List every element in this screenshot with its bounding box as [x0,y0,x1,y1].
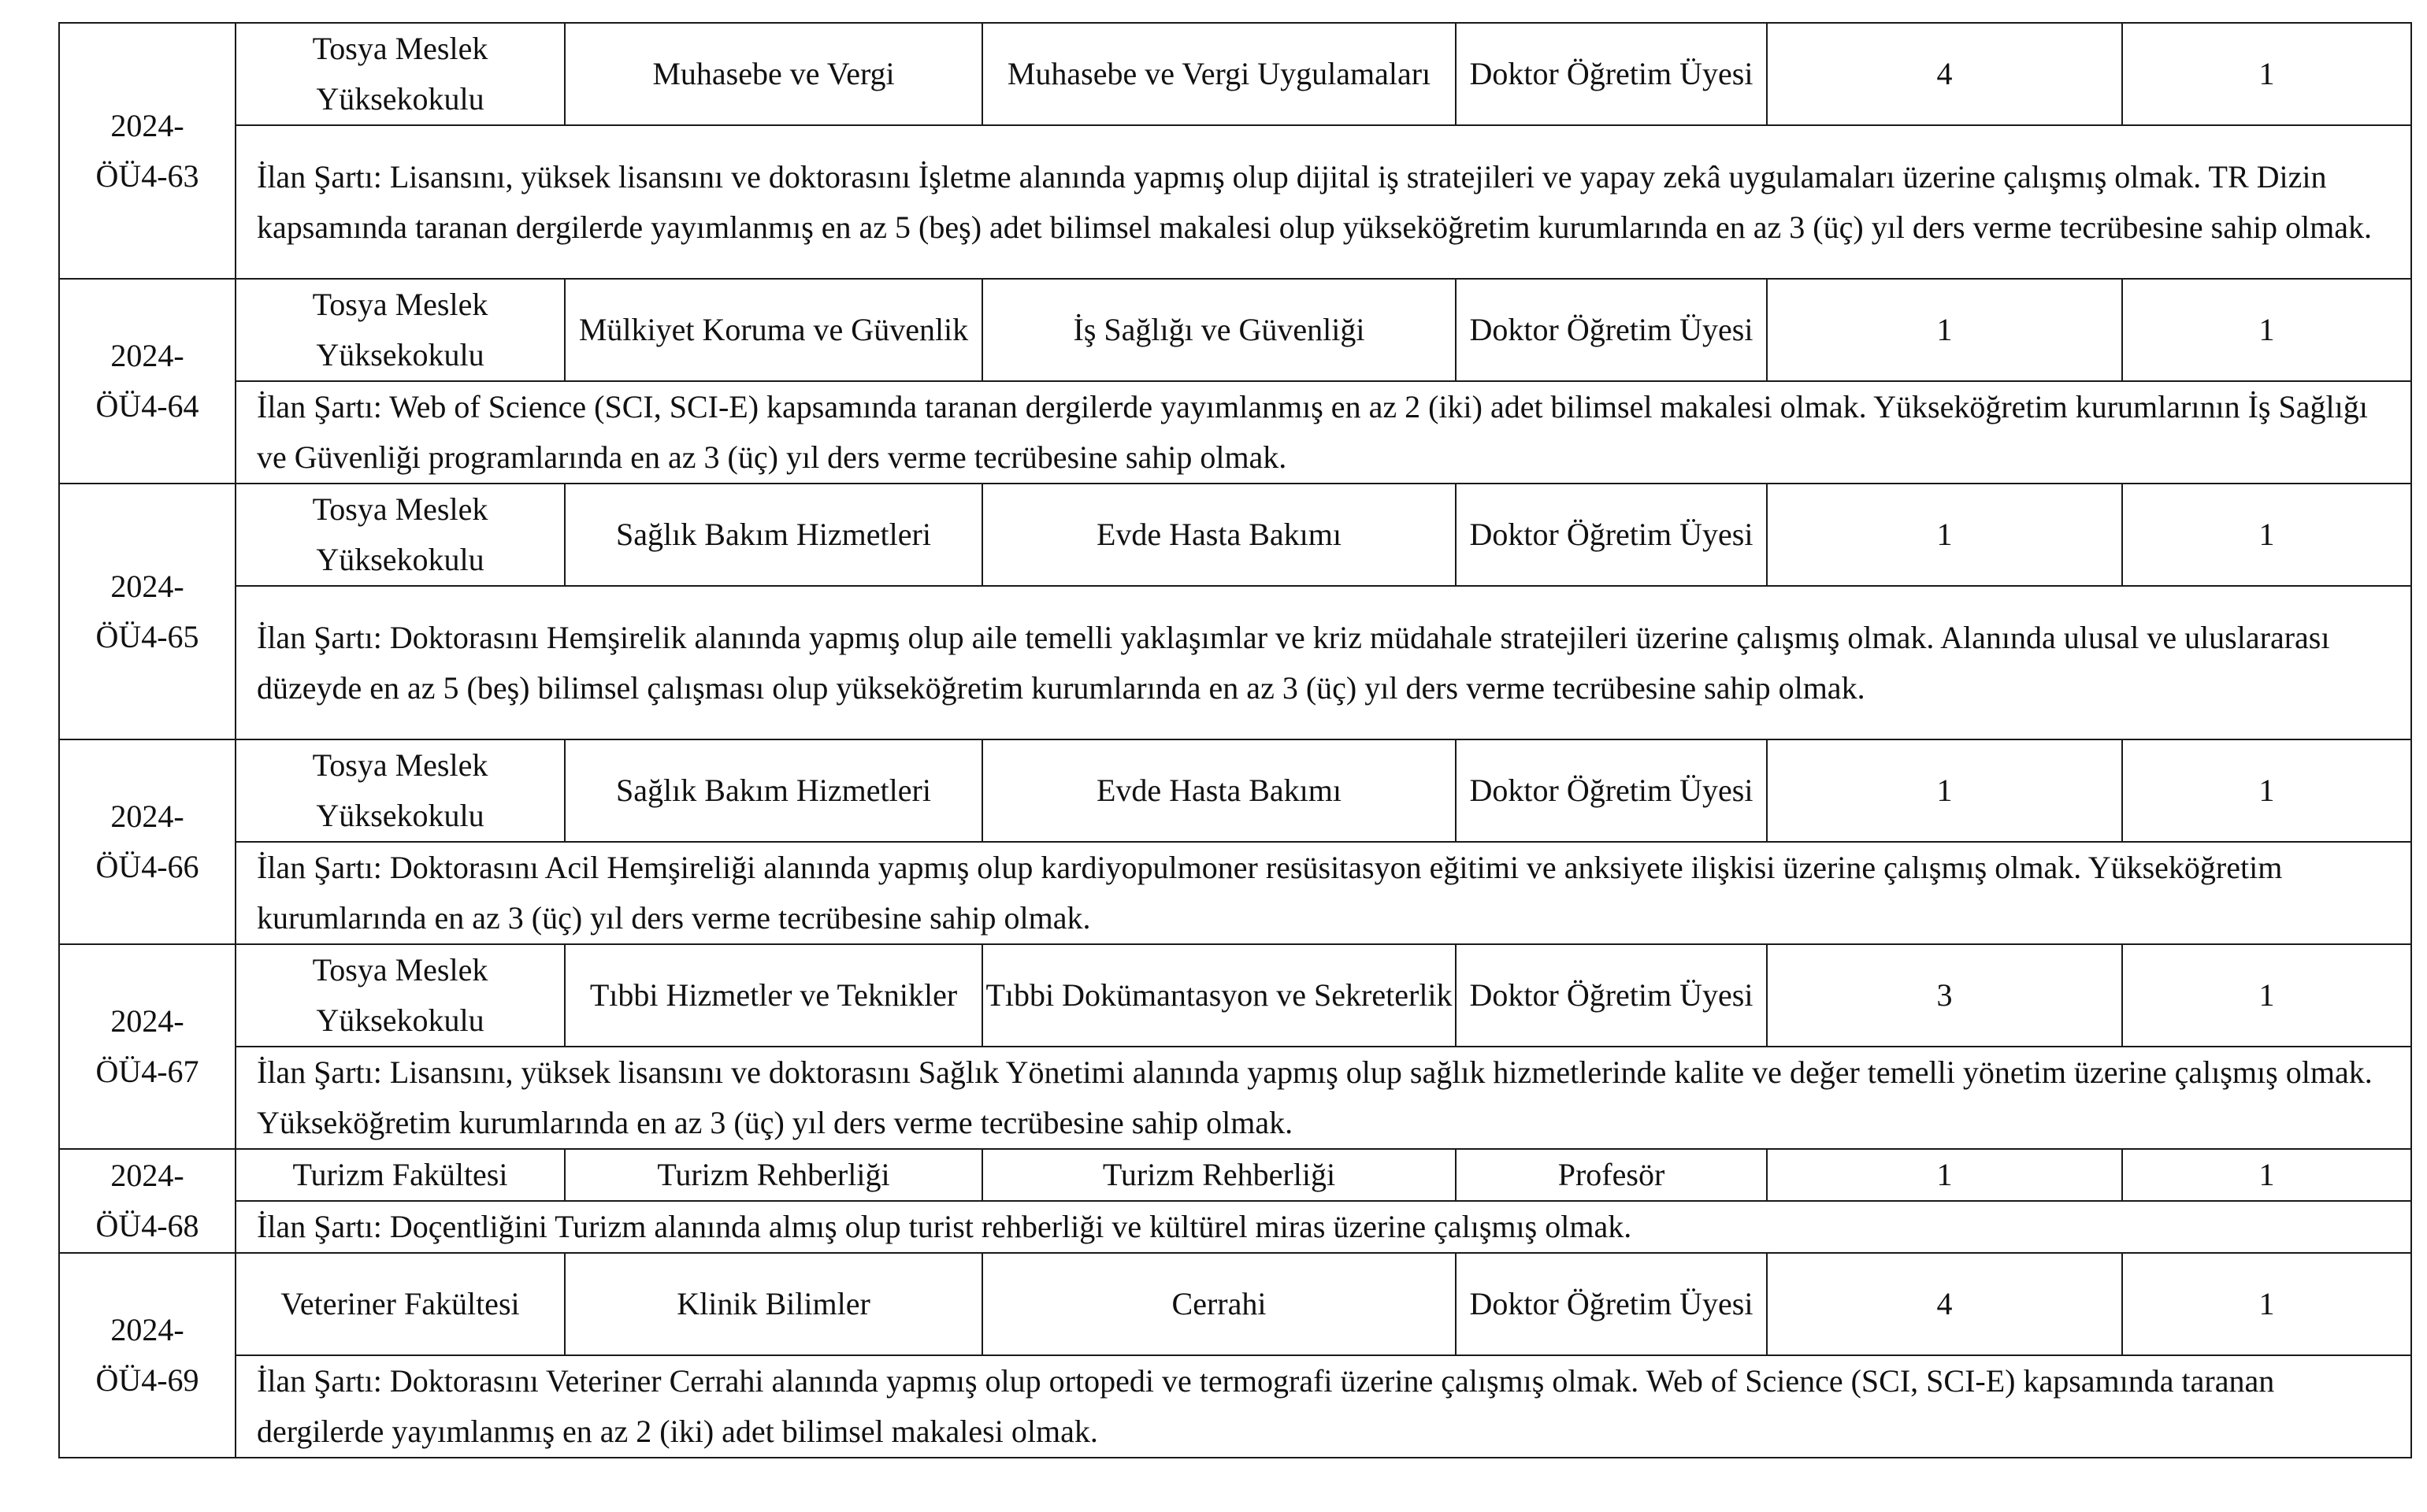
announcement-condition-text: İlan Şartı: Web of Science (SCI, SCI-E) kapsamında taranan dergilerde yayımlanmış en az 2 (iki) adet bilimsel makalesi olmak. Yükseköğretim kurumlarının İş Sağlığı ve Güvenliği programlarında en az 3 (üç) yıl ders verme tecrübesine sahip olmak. [236,381,2411,484]
position-code-cell [59,279,236,484]
announcement-condition-text: İlan Şartı: Doçentliğini Turizm alanında almış olup turist rehberliği ve kültürel miras üzerine çalışmış olmak. [236,1201,2411,1253]
table-row [59,279,2411,381]
degree-cell: 1 [1767,484,2122,586]
table-row [59,1253,2411,1355]
condition-row [59,1047,2411,1149]
unit-cell: Turizm Fakültesi [236,1149,565,1201]
degree-cell: 1 [1767,279,2122,381]
table-row [59,944,2411,1047]
position-code-year: 2024- [110,1003,184,1039]
table-row [59,23,2411,125]
position-code-number: ÖÜ4-69 [95,1362,199,1398]
degree-cell: 1 [1767,739,2122,842]
degree-cell: 4 [1767,23,2122,125]
department-cell: Muhasebe ve Vergi [565,23,982,125]
program-cell: Evde Hasta Bakımı [982,484,1456,586]
position-code-number: ÖÜ4-63 [95,158,199,194]
position-code-number: ÖÜ4-64 [95,388,199,424]
department-cell: Klinik Bilimler [565,1253,982,1355]
unit-cell: Tosya Meslek Yüksekokulu [236,944,565,1047]
unit-cell: Tosya Meslek Yüksekokulu [236,739,565,842]
condition-row [59,842,2411,944]
position-code-number: ÖÜ4-65 [95,618,199,654]
title-cell: Doktor Öğretim Üyesi [1456,279,1767,381]
condition-row [59,1201,2411,1253]
degree-cell: 4 [1767,1253,2122,1355]
table-body [59,23,2411,1458]
position-code-cell [59,484,236,739]
count-cell: 1 [2122,484,2411,586]
condition-row [59,586,2411,739]
position-code-year: 2024- [110,568,184,604]
title-cell: Doktor Öğretim Üyesi [1456,1253,1767,1355]
department-cell: Turizm Rehberliği [565,1149,982,1201]
count-cell: 1 [2122,23,2411,125]
program-cell: Tıbbi Dokümantasyon ve Sekreterlik [982,944,1456,1047]
title-cell: Doktor Öğretim Üyesi [1456,484,1767,586]
announcement-condition-text: İlan Şartı: Doktorasını Acil Hemşireliği alanında yapmış olup kardiyopulmoner resüsitasyon eğitimi ve anksiyete ilişkisi üzerine çalışmış olmak. Yükseköğretim kurumlarında en az 3 (üç) yıl ders verme tecrübesine sahip olmak. [236,842,2411,944]
announcement-condition-text: İlan Şartı: Lisansını, yüksek lisansını ve doktorasını İşletme alanında yapmış olup dijital iş stratejileri ve yapay zekâ uygulamaları üzerine çalışmış olmak. TR Dizin kapsamında taranan dergilerde yayımlanmış en az 5 (beş) adet bilimsel makalesi olup yükseköğretim kurumlarında en az 3 (üç) yıl ders verme tecrübesine sahip olmak. [236,125,2411,279]
position-code-cell [59,1253,236,1458]
department-cell: Sağlık Bakım Hizmetleri [565,739,982,842]
count-cell: 1 [2122,944,2411,1047]
count-cell: 1 [2122,1149,2411,1201]
title-cell: Doktor Öğretim Üyesi [1456,739,1767,842]
position-code-year: 2024- [110,1158,184,1193]
title-cell: Profesör [1456,1149,1767,1201]
count-cell: 1 [2122,279,2411,381]
department-cell: Tıbbi Hizmetler ve Teknikler [565,944,982,1047]
table-row [59,1149,2411,1201]
count-cell: 1 [2122,739,2411,842]
table-row [59,739,2411,842]
program-cell: Muhasebe ve Vergi Uygulamaları [982,23,1456,125]
unit-cell: Veteriner Fakültesi [236,1253,565,1355]
degree-cell: 1 [1767,1149,2122,1201]
department-cell: Mülkiyet Koruma ve Güvenlik [565,279,982,381]
position-code-number: ÖÜ4-68 [95,1208,199,1243]
announcement-condition-text: İlan Şartı: Lisansını, yüksek lisansını ve doktorasını Sağlık Yönetimi alanında yapmış olup sağlık hizmetlerinde kalite ve değer temelli yönetim üzerine çalışmış olmak. Yükseköğretim kurumlarında en az 3 (üç) yıl ders verme tecrübesine sahip olmak. [236,1047,2411,1149]
condition-row [59,381,2411,484]
program-cell: İş Sağlığı ve Güvenliği [982,279,1456,381]
position-code-cell [59,739,236,944]
position-code-year: 2024- [110,1312,184,1347]
title-cell: Doktor Öğretim Üyesi [1456,944,1767,1047]
position-code-cell [59,23,236,279]
department-cell: Sağlık Bakım Hizmetleri [565,484,982,586]
unit-cell: Tosya Meslek Yüksekokulu [236,484,565,586]
announcement-condition-text: İlan Şartı: Doktorasını Hemşirelik alanında yapmış olup aile temelli yaklaşımlar ve kriz müdahale stratejileri üzerine çalışmış olmak. Alanında ulusal ve uluslararası düzeyde en az 5 (beş) bilimsel çalışması olup yükseköğretim kurumlarında en az 3 (üç) yıl ders verme tecrübesine sahip olmak. [236,586,2411,739]
degree-cell: 3 [1767,944,2122,1047]
position-code-year: 2024- [110,799,184,834]
program-cell: Evde Hasta Bakımı [982,739,1456,842]
position-code-number: ÖÜ4-67 [95,1054,199,1089]
condition-row [59,125,2411,279]
position-code-cell [59,1149,236,1253]
condition-row [59,1355,2411,1458]
count-cell: 1 [2122,1253,2411,1355]
title-cell: Doktor Öğretim Üyesi [1456,23,1767,125]
position-code-year: 2024- [110,338,184,373]
unit-cell: Tosya Meslek Yüksekokulu [236,279,565,381]
program-cell: Turizm Rehberliği [982,1149,1456,1201]
position-code-year: 2024- [110,107,184,143]
table-row [59,484,2411,586]
unit-cell: Tosya Meslek Yüksekokulu [236,23,565,125]
program-cell: Cerrahi [982,1253,1456,1355]
position-code-number: ÖÜ4-66 [95,849,199,884]
position-code-cell [59,944,236,1149]
position-announcement-table [58,22,2412,1458]
announcement-condition-text: İlan Şartı: Doktorasını Veteriner Cerrahi alanında yapmış olup ortopedi ve termografi üzerine çalışmış olmak. Web of Science (SCI, SCI-E) kapsamında taranan dergilerde yayımlanmış en az 2 (iki) adet bilimsel makalesi olmak. [236,1355,2411,1458]
